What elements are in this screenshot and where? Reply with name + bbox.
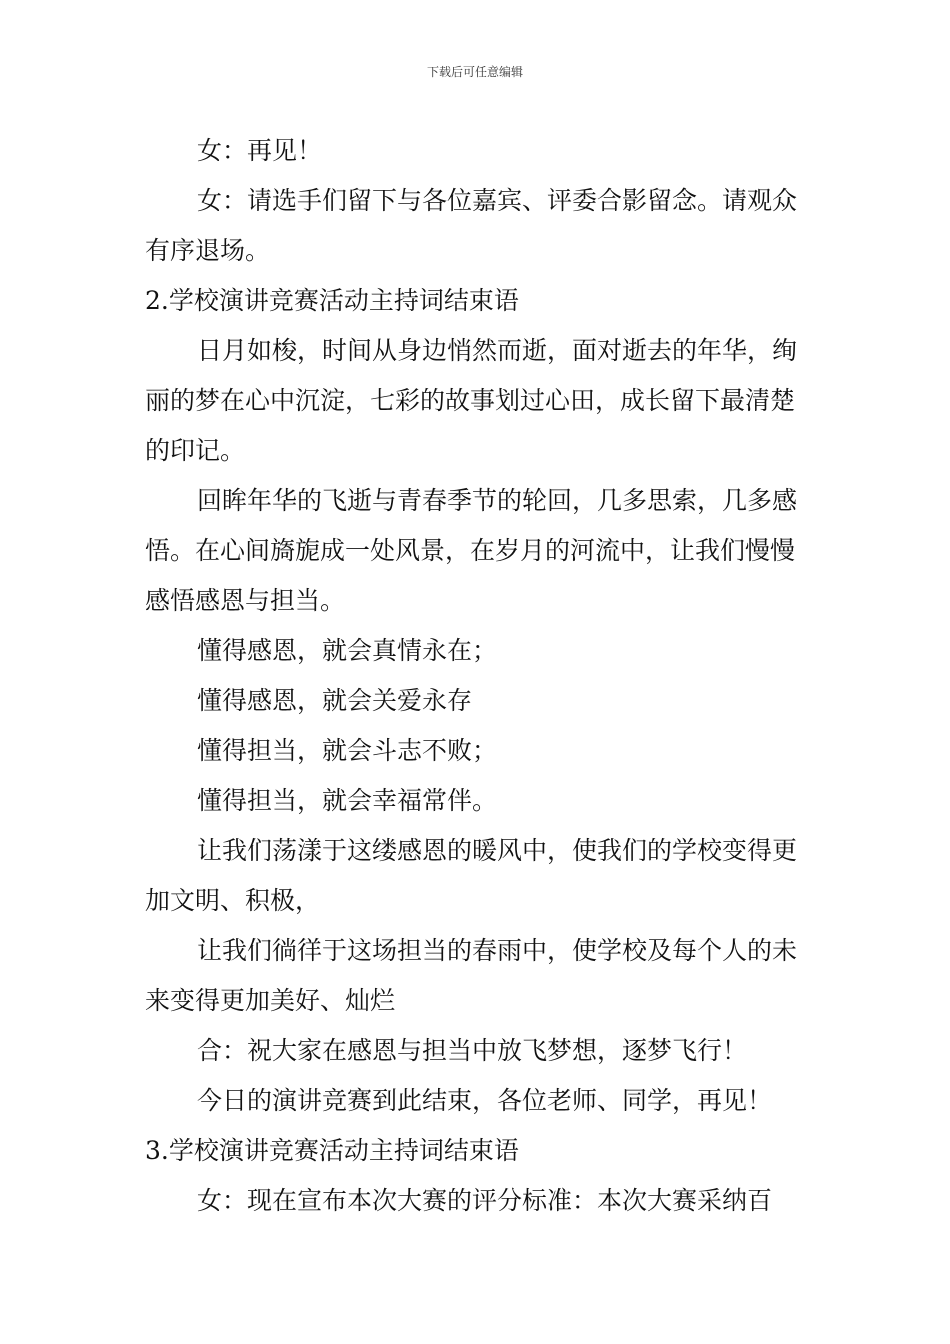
section-heading: 3.学校演讲竞赛活动主持词结束语 — [145, 1136, 519, 1165]
paragraph: 让我们荡漾于这缕感恩的暖风中，使我们的学校变得更加文明、积极， — [145, 836, 798, 915]
paragraph: 懂得担当，就会斗志不败； — [197, 736, 498, 765]
paragraph: 女：再见！ — [197, 136, 323, 165]
paragraph: 懂得担当，就会幸福常伴。 — [197, 786, 498, 815]
page-header-note: 下载后可任意编辑 — [426, 65, 523, 79]
paragraph: 日月如梭，时间从身边悄然而逝，面对逝去的年华，绚丽的梦在心中沉淀，七彩的故事划过心田，成长留下最清楚的印记。 — [145, 336, 798, 465]
paragraph: 女：请选手们留下与各位嘉宾、评委合影留念。请观众有序退场。 — [145, 186, 798, 265]
document-body — [145, 126, 810, 1226]
section-heading: 2.学校演讲竞赛活动主持词结束语 — [145, 286, 519, 315]
paragraph: 今日的演讲竞赛到此结束，各位老师、同学，再见！ — [197, 1086, 773, 1115]
paragraph: 让我们徜徉于这场担当的春雨中，使学校及每个人的未来变得更加美好、灿烂 — [145, 936, 798, 1015]
paragraph: 女：现在宣布本次大赛的评分标准：本次大赛采纳百 — [197, 1186, 773, 1215]
paragraph: 合：祝大家在感恩与担当中放飞梦想，逐梦飞行！ — [197, 1036, 748, 1065]
paragraph: 懂得感恩，就会关爱永存 — [197, 686, 473, 715]
paragraph: 懂得感恩，就会真情永在； — [197, 636, 498, 665]
paragraph: 回眸年华的飞逝与青春季节的轮回，几多思索，几多感悟。在心间旖旎成一处风景，在岁月的河流中，让我们慢慢感悟感恩与担当。 — [145, 486, 798, 615]
